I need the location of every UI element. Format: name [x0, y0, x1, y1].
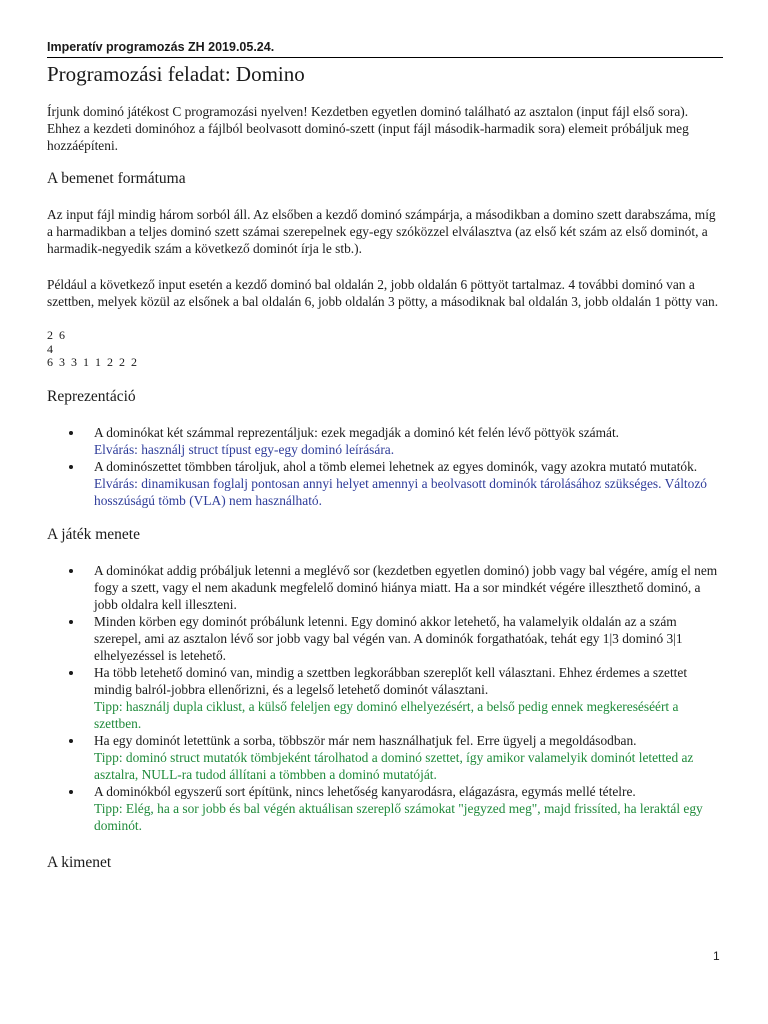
list-item	[47, 613, 723, 664]
section-title-input-format: A bemenet formátuma	[47, 170, 186, 187]
section-title-output: A kimenet	[47, 853, 112, 871]
list-item	[47, 732, 723, 783]
tip-note: Tipp: használj dupla ciklust, a külső feleljen egy dominó elhelyezésért, a belső pedig ennek megkereséséért a szettben.	[94, 698, 679, 731]
tip-note: Tipp: Elég, ha a sor jobb és bal végén aktuálisan szereplő számokat "jegyzed meg", majd frissíted, ha leraktál egy dominót.	[94, 800, 703, 833]
list-item-text: A dominószettet tömbben tároljuk, ahol a tömb elemei lehetnek az egyes dominók, vagy azokra mutató mutatók.	[94, 458, 698, 474]
list-item	[47, 458, 723, 509]
game-rules-list	[47, 562, 723, 834]
page-number: 1	[713, 949, 720, 963]
tip-note: Tipp: dominó struct mutatók tömbjeként tárolhatod a dominó szettet, így amikor valamelyik dominót letetted az asztalra, NULL-ra tudod állítani a tömbben a dominó mutatóját.	[94, 749, 694, 782]
list-item-text: A dominókat két számmal reprezentáljuk: ezek megadják a dominó két felén lévő pöttyök számát.	[94, 424, 620, 440]
list-item	[47, 424, 723, 458]
input-example-paragraph: Például a következő input esetén a kezdő dominó bal oldalán 2, jobb oldalán 6 pöttyöt tartalmaz. 4 további dominó van a szettben, melyek közül az elsőnek a bal oldalán 6, jobb oldalán 3 pötty, a másodiknak bal oldalán 3, jobb oldalán 1 pötty van.	[47, 277, 719, 309]
requirement-note: Elvárás: használj struct típust egy-egy dominó leírására.	[94, 441, 395, 457]
page-title: Programozási feladat: Domino	[47, 62, 305, 86]
list-item	[47, 664, 723, 732]
intro-paragraph: Írjunk dominó játékost C programozási nyelven! Kezdetben egyetlen dominó található az asztalon (input fájl első sora). Ehhez a kezdeti dominóhoz a fájlból beolvasott dominó-szett (input fájl második-harmadik sora) elemeit próbáljuk meg hozzáépíteni.	[47, 104, 689, 153]
document-header: Imperatív programozás ZH 2019.05.24.	[47, 40, 723, 58]
document-body	[47, 103, 723, 890]
list-item	[47, 562, 723, 613]
input-format-paragraph: Az input fájl mindig három sorból áll. Az elsőben a kezdő dominó számpárja, a másodikban a domino szett darabszáma, míg a harmadikban a teljes dominó szett számai szerepelnek egy-egy szóközzel elválasztva (az első két szám az első dominót, a harmadik-negyedik szám a következő dominót írja le stb.).	[47, 207, 716, 256]
list-item-text: A dominókat addig próbáljuk letenni a meglévő sor (kezdetben egyetlen dominó) jobb vagy bal végére, amíg el nem fogy a szett, vagy el nem akadunk megfelelő dominó hiánya miatt. Ha a sor mindkét végére illeszthető dominó, a jobb oldalra kell illeszteni.	[94, 562, 718, 612]
list-item-text: Minden körben egy dominót próbálunk letenni. Egy dominó akkor letehető, ha valamelyik oldalán az a szám szerepel, ami az asztalon lévő sor jobb vagy bal végén van. A dominók forgathatóak, tehát egy 1|3 dominó 3|1 elhelyezéssel is letehető.	[94, 613, 683, 663]
list-item-text: Ha több letehető dominó van, mindig a szettben legkorábban szereplőt kell választani. Ehhez érdemes a szettet mindig balról-jobbra ellenőrizni, és a legelső letehető dominót választani.	[94, 664, 688, 697]
input-example-code: 2 6 4 6 3 3 1 1 2 2 2	[47, 328, 137, 369]
document-page	[47, 0, 723, 1024]
list-item-text: A dominókból egyszerű sort építünk, nincs lehetőség kanyarodásra, elágazásra, egymás mellé tételre.	[94, 783, 636, 799]
list-item-text: Ha egy dominót letettünk a sorba, többször már nem használhatjuk fel. Erre ügyelj a megoldásodban.	[94, 732, 637, 748]
requirement-note: Elvárás: dinamikusan foglalj pontosan annyi helyet amennyi a beolvasott dominók tárolásához szükséges. Változó hosszúságú tömb (VLA) nem használható.	[94, 475, 707, 508]
section-title-representation: Reprezentáció	[47, 387, 136, 405]
section-title-game-flow: A játék menete	[47, 525, 140, 543]
list-item	[47, 783, 723, 834]
representation-list	[47, 424, 723, 509]
